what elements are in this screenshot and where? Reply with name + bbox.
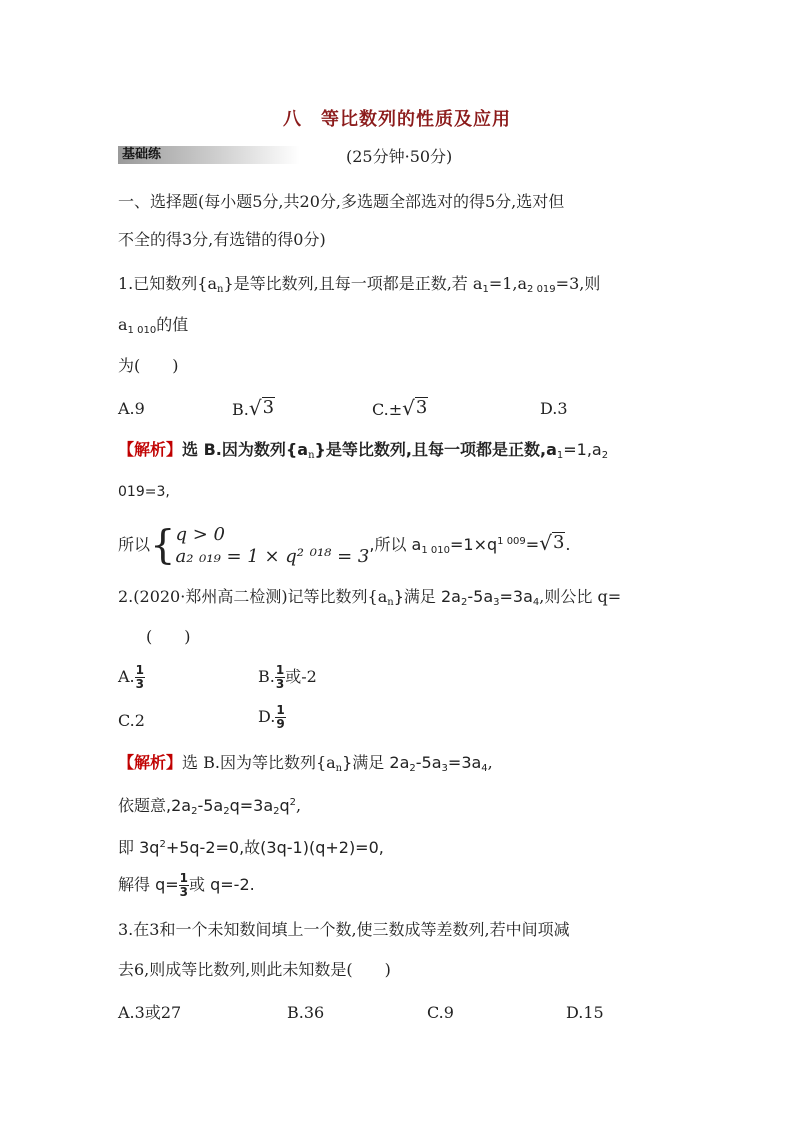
q2-stem-line1 — [118, 587, 621, 613]
q2-sub: 4 — [532, 597, 540, 608]
q1-sol-text: = — [525, 535, 540, 554]
fraction-numerator: 1 — [135, 663, 144, 677]
q3-option-a: A.3或27 — [118, 1003, 182, 1022]
page-title: 八 等比数列的性质及应用 — [283, 109, 511, 130]
system-rows — [175, 524, 369, 568]
fraction-denominator: 3 — [135, 677, 144, 691]
q2-sub: n — [335, 763, 343, 774]
q2-text: }满足 2a — [393, 587, 461, 606]
system-row-2: a₂ ₀₁₉ = 1 × q² ⁰¹⁸ = 3 — [175, 545, 370, 567]
q2-sol-text: 依题意,2a — [118, 796, 192, 815]
q2-sol-text: -5a — [197, 796, 224, 815]
q1-text: 1.已知数列{a — [118, 274, 217, 293]
q1-option-a: A.9 — [118, 399, 145, 418]
q2-option-d — [258, 704, 286, 731]
q2-option-label: D. — [258, 707, 276, 726]
q2-sol-text: =3a — [447, 753, 482, 772]
section-heading-line2: 不全的得3分,有选错的得0分) — [118, 230, 326, 249]
q2-option-c: C.2 — [118, 711, 145, 730]
sqrt-radicand: 3 — [552, 532, 565, 553]
q1-sub: 1 — [482, 284, 489, 295]
q2-option-a — [118, 664, 145, 691]
q2-sol-text: 即 3q — [118, 838, 160, 857]
q3-option-c: C.9 — [427, 1003, 454, 1022]
system-row-1: q > 0 — [175, 523, 225, 545]
section-heading-line1: 一、选择题(每小题5分,共20分,多选题全部选对的得5分,选对但 — [118, 192, 565, 211]
q3-stem-line2: 去6,则成等比数列,则此未知数是( ) — [118, 960, 391, 979]
q2-sub: 3 — [493, 597, 500, 608]
q2-sub: 2 — [461, 597, 468, 608]
q1-sub: 1 — [556, 450, 564, 461]
q1-option-label: C.± — [372, 400, 403, 419]
sqrt-radicand: 3 — [262, 397, 275, 418]
q2-sub: 2 — [273, 806, 280, 817]
q2-sol-text: , — [487, 753, 493, 772]
q1-text: =1,a — [488, 274, 528, 293]
fraction — [275, 704, 285, 731]
fraction-numerator: 1 — [179, 871, 189, 885]
q2-option-text: 或-2 — [285, 667, 317, 686]
q1-sol-text: =1,a — [563, 440, 602, 459]
brace-symbol: { — [150, 522, 176, 569]
q2-option-b — [258, 664, 317, 691]
q2-sup: 2 — [289, 797, 297, 808]
q1-sol-text: 选 B.因为数列{a — [182, 440, 309, 459]
fraction-denominator: 3 — [275, 677, 285, 691]
q1-sol-text: =1×q — [450, 535, 498, 554]
q1-option-c — [372, 397, 428, 420]
q1-option-b — [232, 397, 275, 420]
fraction — [179, 872, 189, 899]
fraction-numerator: 1 — [276, 703, 285, 717]
solution-tag: 【解析】 — [118, 753, 183, 772]
q2-stem-line2: ( ) — [146, 627, 191, 646]
q2-sol-text: 选 B.因为等比数列{a — [182, 753, 336, 772]
q1-sol-text: }是等比数列,且每一项都是正数,a — [314, 440, 557, 459]
q2-sub: n — [387, 597, 394, 608]
q1-sub: 2 — [601, 450, 609, 461]
fraction-denominator: 9 — [276, 717, 285, 731]
q2-sol-text: +5q-2=0,故(3q-1)(q+2)=0, — [165, 838, 384, 857]
q1-text: }是等比数列,且每一项都是正数,若 a — [223, 274, 483, 293]
q2-sol-text: q=3a — [229, 796, 274, 815]
section-tag: 基础练 — [118, 146, 300, 164]
fraction-denominator: 3 — [179, 885, 189, 899]
q2-sub: 3 — [441, 763, 448, 774]
q3-option-b: B.36 — [287, 1003, 325, 1022]
q2-sol-text: , — [296, 796, 302, 815]
q2-sub: 2 — [409, 763, 416, 774]
q1-stem-line3: 为( ) — [118, 356, 179, 375]
q1-sub: n — [308, 450, 315, 461]
q3-stem-line1: 3.在3和一个未知数间填上一个数,使三数成等差数列,若中间项减 — [118, 920, 570, 939]
q1-sol-text: 所以 — [118, 535, 151, 554]
equation-system — [150, 523, 369, 568]
q2-text: ,则公比 q= — [539, 587, 622, 606]
q1-option-d: D.3 — [540, 399, 568, 418]
q3-option-d: D.15 — [566, 1003, 604, 1022]
time-score: (25分钟·50分) — [346, 147, 453, 166]
q2-solution-line2 — [118, 793, 301, 822]
q2-solution-line4 — [118, 872, 255, 899]
sqrt-radicand: 3 — [415, 397, 428, 418]
sqrt-symbol: √ 3 — [539, 531, 565, 555]
q1-text: =3,则 — [555, 274, 601, 293]
q2-text: =3a — [499, 587, 533, 606]
q1-sol-text: ,所以 a — [369, 535, 422, 554]
q1-solution-line1 — [118, 440, 608, 466]
q2-option-label: B. — [258, 667, 275, 686]
q2-solution-line3 — [118, 835, 384, 858]
q2-sub: 2 — [191, 806, 198, 817]
q2-sub: 4 — [481, 763, 488, 774]
q1-sol-text: . — [565, 535, 571, 554]
q2-text: -5a — [467, 587, 494, 606]
q1-sup: 1 009 — [497, 536, 526, 547]
q1-text: a — [118, 315, 128, 334]
q2-sub: 2 — [223, 806, 230, 817]
q1-stem-line2 — [118, 315, 188, 341]
q1-sub: 1 010 — [127, 325, 157, 336]
sqrt-symbol: √ 3 — [402, 396, 428, 420]
q2-sol-text: -5a — [415, 753, 442, 772]
q1-solution-line2: 019=3, — [118, 484, 170, 500]
q1-option-label: B. — [232, 400, 249, 419]
fraction-numerator: 1 — [275, 663, 285, 677]
q2-text: 2.(2020·郑州高二检测)记等比数列{a — [118, 587, 388, 606]
q1-solution-line3 — [118, 520, 571, 573]
fraction — [275, 664, 285, 691]
q2-sup: 2 — [159, 839, 166, 850]
q1-sub: n — [217, 284, 224, 295]
q1-sub: 2 019 — [527, 284, 556, 295]
q2-sol-text: 或 q=-2. — [189, 875, 255, 894]
q2-sol-text: }满足 2a — [342, 753, 410, 772]
q2-option-label: A. — [118, 667, 135, 686]
q1-text: 的值 — [156, 315, 189, 334]
q1-sub: 1 010 — [421, 545, 450, 556]
sqrt-symbol: √ 3 — [248, 396, 275, 420]
q1-stem-line1 — [118, 274, 600, 300]
q2-sol-text: 解得 q= — [118, 875, 179, 894]
q2-solution-line1 — [118, 753, 493, 779]
fraction — [135, 664, 145, 691]
q2-sol-text: q — [279, 796, 290, 815]
solution-tag: 【解析】 — [118, 440, 183, 459]
